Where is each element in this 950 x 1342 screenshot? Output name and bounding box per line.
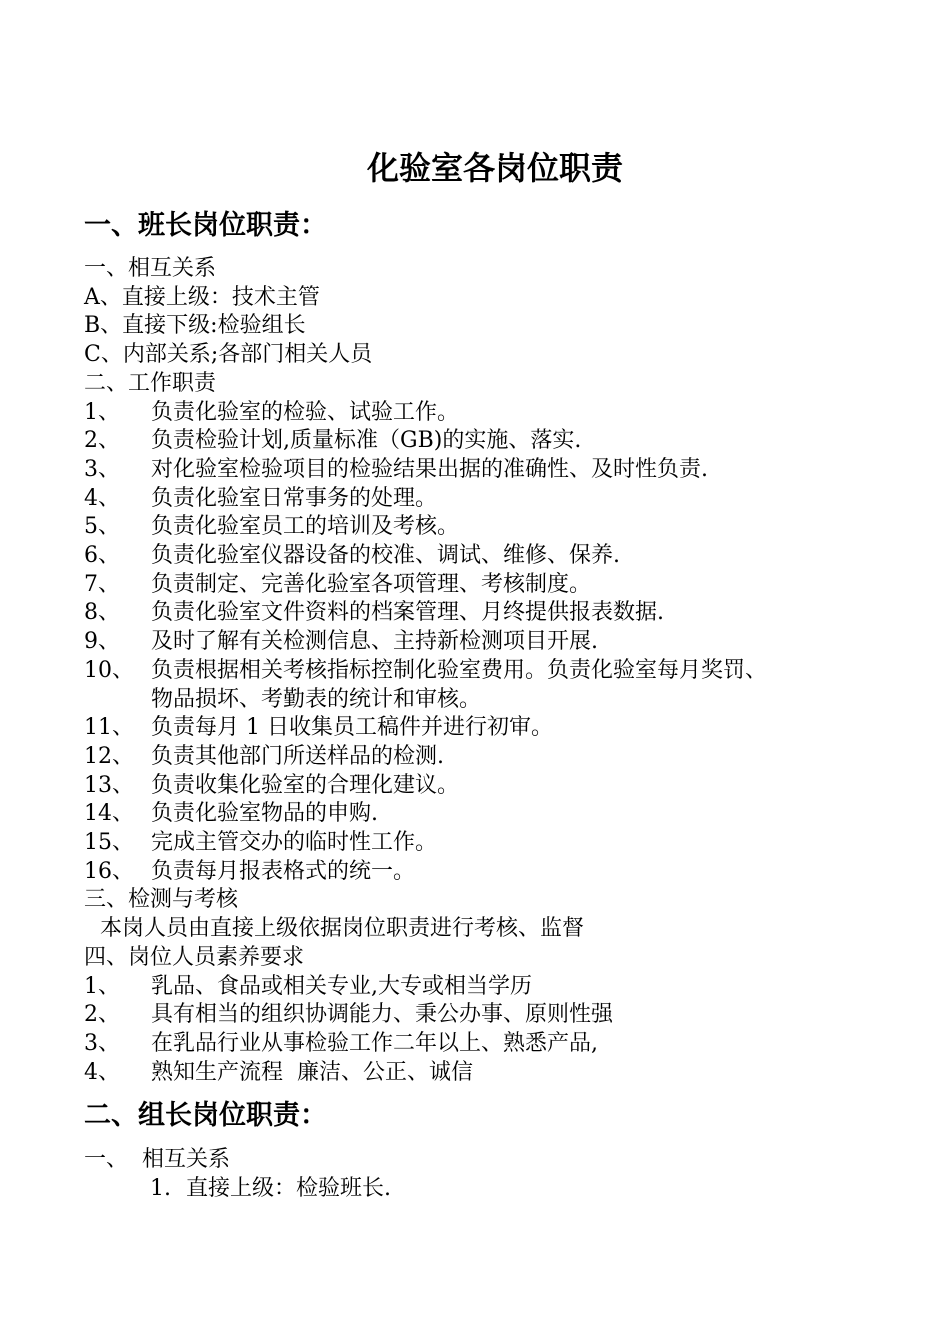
duty-item: 5、 负责化验室员工的培训及考核。 xyxy=(84,514,460,540)
relation-item: B、直接下级:检验组长 xyxy=(84,313,306,339)
section1-body xyxy=(84,255,904,1087)
document-title: 化验室各岗位职责 xyxy=(366,149,623,187)
duty-item: 8、 负责化验室文件资料的档案管理、月终提供报表数据. xyxy=(84,600,664,626)
section2-body xyxy=(84,1146,904,1203)
duty-item-continuation: 物品损坏、考勤表的统计和审核。 xyxy=(151,686,482,712)
duty-item: 12、 负责其他部门所送样品的检测. xyxy=(84,743,444,769)
requirement-item: 4、 熟知生产流程 廉洁、公正、诚信 xyxy=(84,1059,473,1085)
duty-item: 11、 负责每月 1 日收集员工稿件并进行初审。 xyxy=(84,715,553,741)
relations-heading: 一、相互关系 xyxy=(84,256,217,281)
duty-item: 16、 负责每月报表格式的统一。 xyxy=(84,858,416,884)
duty-item: 7、 负责制定、完善化验室各项管理、考核制度。 xyxy=(84,571,592,597)
section2-item: 1. 直接上级：检验班长. xyxy=(150,1175,391,1201)
duty-item: 1、 负责化验室的检验、试验工作。 xyxy=(84,399,460,425)
section2-heading: 二、组长岗位职责： xyxy=(84,1100,327,1131)
duty-item: 2、 负责检验计划,质量标准（GB)的实施、落实. xyxy=(84,428,582,454)
duty-item: 13、 负责收集化验室的合理化建议。 xyxy=(84,772,460,798)
relation-item: A、直接上级：技术主管 xyxy=(84,284,320,310)
section2-relations-heading: 一、 相互关系 xyxy=(84,1147,231,1172)
assessment-text: 本岗人员由直接上级依据岗位职责进行考核、监督 xyxy=(100,916,585,942)
duty-item: 4、 负责化验室日常事务的处理。 xyxy=(84,485,438,511)
duty-item: 10、 负责根据相关考核指标控制化验室费用。负责化验室每月奖罚、 xyxy=(84,657,768,683)
duty-item: 3、 对化验室检验项目的检验结果出据的准确性、及时性负责. xyxy=(84,456,708,482)
requirement-item: 2、 具有相当的组织协调能力、秉公办事、原则性强 xyxy=(84,1002,614,1028)
duty-item: 6、 负责化验室仪器设备的校准、调试、维修、保养. xyxy=(84,543,620,569)
requirement-item: 1、 乳品、食品或相关专业,大专或相当学历 xyxy=(84,973,532,999)
requirement-item: 3、 在乳品行业从事检验工作二年以上、熟悉产品, xyxy=(84,1030,598,1056)
duty-item: 15、 完成主管交办的临时性工作。 xyxy=(84,830,438,856)
section1-heading: 一、班长岗位职责： xyxy=(84,210,327,241)
relation-item: C、内部关系;各部门相关人员 xyxy=(84,342,373,368)
duty-item: 9、 及时了解有关检测信息、主持新检测项目开展. xyxy=(84,629,598,655)
duty-item: 14、 负责化验室物品的申购. xyxy=(84,801,378,827)
requirements-heading: 四、岗位人员素养要求 xyxy=(84,944,305,970)
assessment-heading: 三、检测与考核 xyxy=(84,887,239,913)
duties-heading: 二、工作职责 xyxy=(84,370,217,396)
